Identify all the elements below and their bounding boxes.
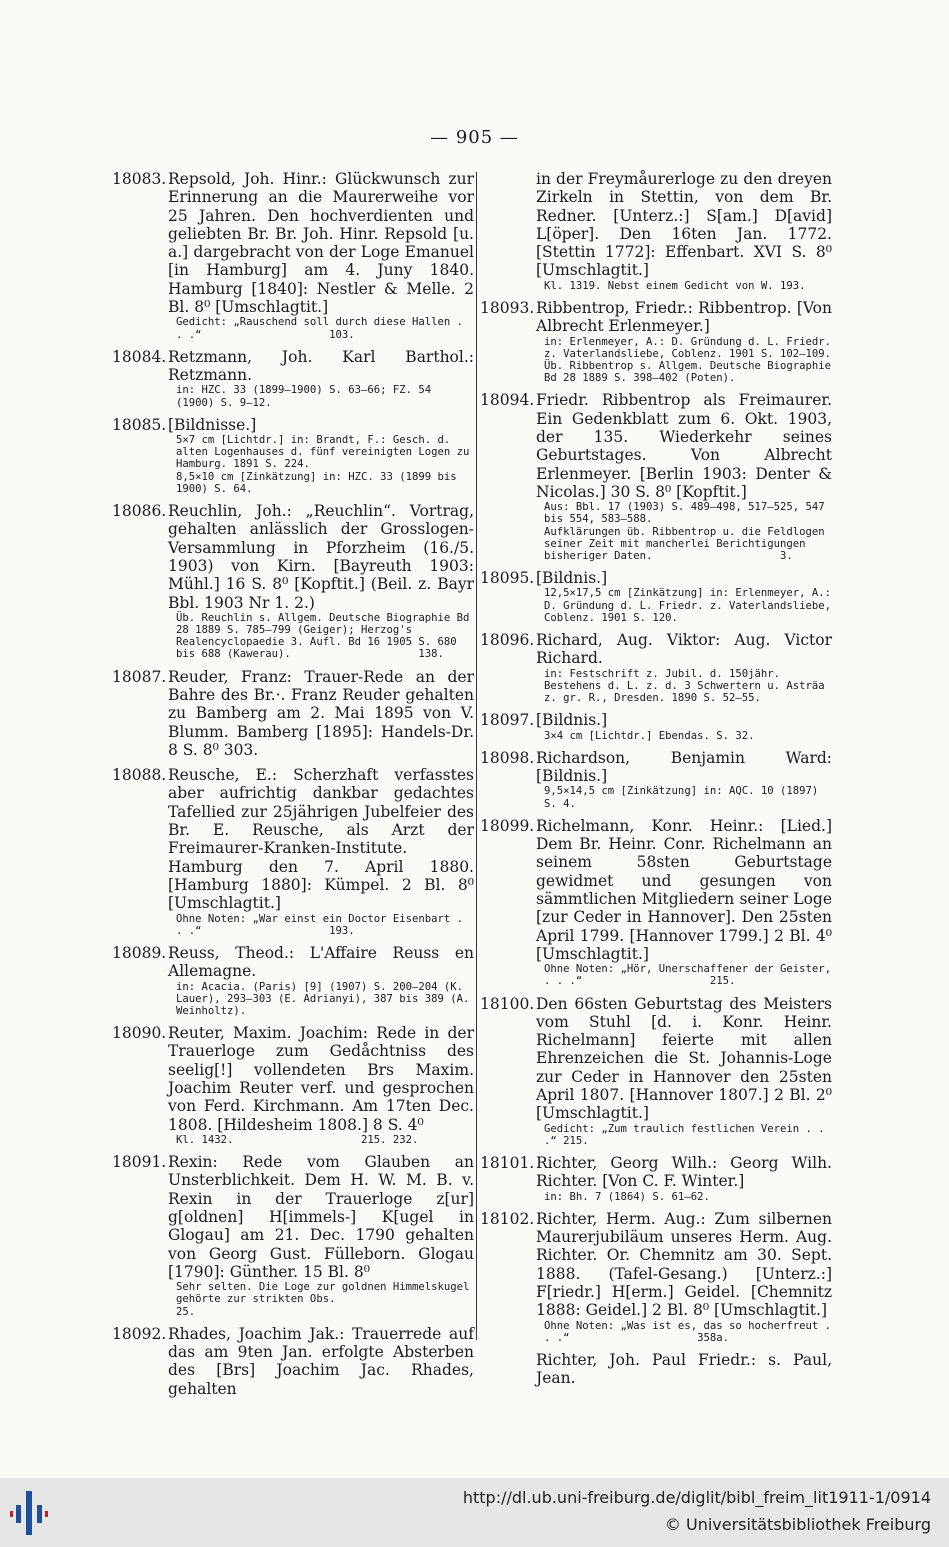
entry-text: Retzmann, Joh. Karl Barthol.: Retzmann.: [168, 347, 474, 385]
entry-number: 18093.: [480, 298, 535, 317]
entry-number: 18100.: [480, 994, 535, 1013]
footer-bar: [0, 1478, 949, 1547]
entry-text: Richardson, Benjamin Ward: [Bildnis.]: [536, 748, 832, 786]
entry-number: 18089.: [112, 943, 167, 962]
entry-number: 18084.: [112, 347, 167, 366]
entry-note: in: Festschrift z. Jubil. d. 150jähr. Bestehens d. L. z. d. 3 Schwertern u. Asträa z. gr. R., Dresden. 1890 S. 52—55.: [544, 667, 832, 705]
bibliography-entry: [480, 631, 832, 704]
entry-text: Reuter, Maxim. Joachim: Rede in der Trauerloge zum Gedåchtniss des seelig[!] vollendeten Brs Maxim. Joachim Reuter verf. und gesprochen von Ferd. Kirchmann. Am 17ten Dec. 1808. [Hildesheim 1808.] 8 S. 4⁰: [168, 1024, 474, 1134]
entry-note: Aus: Bbl. 17 (1903) S. 489—498, 517—525, 547 bis 554, 583—588.: [544, 501, 832, 526]
entry-note: in: Acacia. (Paris) [9] (1907) S. 200—204 (K. Lauer), 293—303 (E. Adrianyi), 387 bis 389 (A. Weinholtz).: [176, 980, 476, 1017]
entry-text: Reuss, Theod.: L'Affaire Reuss en Allemagne.: [168, 943, 474, 981]
entry-note: 5×7 cm [Lichtdr.] in: Brandt, F.: Gesch. d. alten Logenhauses d. fünf vereinigten Logen zu Hamburg. 1891 S. 224.: [176, 434, 476, 471]
entry-text: Rhades, Joachim Jak.: Trauerrede auf das am 9ten Jan. erfolgte Absterben des [Brs] Joachim Jac. Rhades, gehalten: [168, 1324, 474, 1398]
entry-note: Aufklärungen üb. Ribbentrop u. die Feldlogen seiner Zeit mit mancherlei Berichtigungen bisheriger Daten. 3.: [544, 525, 832, 562]
entry-note: Kl. 1319. Nebst einem Gedicht von W. 193.: [544, 279, 806, 292]
entry-text: [Bildnis.]: [536, 569, 608, 588]
entry-note: in: Bh. 7 (1864) S. 61—62.: [544, 1190, 710, 1203]
bibliography-entry: [480, 995, 832, 1147]
entry-number: 18090.: [112, 1024, 167, 1043]
entry-text: Rexin: Rede vom Glauben an Unsterblichkeit. Dem H. W. M. B. v. Rexin in der Trauerloge z[ur] g[oldnen] H[immels-] K[ugel in Glogau] am 21. Dec. 1790 gehalten von Georg Gust. Fülleborn. Glogau [1790]: Günther. 15 Bl. 8⁰: [168, 1153, 474, 1281]
entry-number: 18088.: [112, 766, 167, 785]
entry-number: 18097.: [480, 711, 535, 730]
entry-note: Sehr selten. Die Loge zur goldnen Himmelskugel gehörte zur strikten Obs. 25.: [176, 1281, 476, 1318]
entry-number: 18099.: [480, 816, 535, 835]
entry-text: Repsold, Joh. Hinr.: Glückwunsch zur Erinnerung an die Maurerweihe vor 25 Jahren. Den hochverdienten und geliebten Br. Br. Joh. Hinr. Repsold [u. a.] dargebracht von der Loge Emanuel [in Hamburg] am 4. Juny 1840. Hamburg [1840]: Nestler & Melle. 2 Bl. 8⁰ [Umschlagtit.]: [168, 170, 474, 317]
entry-number: 18101.: [480, 1154, 535, 1173]
entry-note: Ohne Noten: „Was ist es, das so hocherfreut . . .“ 358a.: [544, 1319, 838, 1344]
bibliography-entry: [480, 1209, 838, 1344]
bibliography-entry: [480, 1154, 832, 1203]
entry-text: Friedr. Ribbentrop als Freimaurer. Ein Gedenkblatt zum 6. Okt. 1903, der 135. Wiederkehr seines Geburtstages. Von Albrecht Erlenmeyer. [Berlin 1903: Denter & Nicolas.] 30 S. 8⁰ [Kopftit.]: [536, 391, 832, 501]
entry-number: 18086.: [112, 502, 167, 521]
entry-number: 18087.: [112, 667, 167, 686]
entry-number: 18096.: [480, 631, 535, 650]
bibliography-entry: [112, 766, 474, 937]
entry-number: 18083.: [112, 170, 167, 188]
bibliography-entry: [480, 391, 832, 562]
bibliography-entry: [112, 1325, 474, 1398]
entry-text: [Bildnis.]: [536, 711, 608, 730]
column-divider: [476, 172, 477, 1340]
entry-note: 8,5×10 cm [Zinkätzung] in: HZC. 33 (1899 bis 1900) S. 64.: [176, 470, 464, 495]
entry-note: Gedicht: „Rauschend soll durch diese Hallen . . .“ 103.: [176, 316, 470, 341]
entry-text: Richter, Herm. Aug.: Zum silbernen Maurerjubiläum unseres Herm. Aug. Richter. Or. Chemnitz am 30. Sept. 1888. (Tafel-Gesang.) [Unterz.:] F[riedr.] H[erm.] Geidel. [Chemnitz 1888: Geidel.] 2 Bl. 8⁰ [Umschlagtit.]: [536, 1209, 832, 1320]
entry-number: 18092.: [112, 1324, 167, 1343]
entry-text: Reuchlin, Joh.: „Reuchlin“. Vortrag, gehalten anlässlich der Grosslogen-Versammlung in Pforzheim (16./5. 1903) von Kirn. [Bayreuth 1903: Mühl.] 16 S. 8⁰ [Kopftit.] (Beil. z. Bayr Bbl. 1903 Nr 1. 2.): [168, 502, 474, 612]
bibliography-entry: [112, 502, 474, 661]
entry-note: Ohne Noten: „Hör, Unerschaffener der Geister, . . .“ 215.: [544, 963, 838, 988]
entry-text: [Bildnisse.]: [168, 415, 257, 434]
entry-note: 3×4 cm [Lichtdr.] Ebendas. S. 32.: [544, 729, 755, 742]
bibliography-entry: [480, 170, 832, 292]
entry-text: Richter, Joh. Paul Friedr.: s. Paul, Jean.: [536, 1351, 832, 1388]
entry-text: Ribbentrop, Friedr.: Ribbentrop. [Von Albrecht Erlenmeyer.]: [536, 298, 832, 336]
entry-number: 18098.: [480, 748, 535, 767]
bibliography-entry: [112, 1153, 474, 1318]
bibliography-entry: [480, 569, 838, 624]
left-column: [112, 170, 474, 1405]
entry-note: Üb. Ribbentrop s. Allgem. Deutsche Biographie Bd 28 1889 S. 398—402 (Poten).: [544, 359, 838, 385]
bibliography-entry: [112, 1024, 474, 1146]
entry-text: Den 66sten Geburtstag des Meisters vom Stuhl [d. i. Konr. Heinr. Richelmann] feierte mit allen Ehrenzeichen die St. Johannis-Loge zur Ceder in Hannover den 25sten April 1807. [Hannover 1807.] 2 Bl. 2⁰ [Umschlagtit.]: [536, 994, 832, 1123]
entry-note: in: Erlenmeyer, A.: D. Gründung d. L. Friedr. z. Vaterlandsliebe, Coblenz. 1901 S. 102—109.: [544, 335, 838, 360]
entry-number: 18085.: [112, 415, 167, 434]
entry-text: Richard, Aug. Viktor: Aug. Victor Richard.: [536, 631, 832, 668]
right-column: [480, 170, 838, 1395]
ub-freiburg-logo-icon: [10, 1491, 50, 1535]
bibliography-entry: [480, 749, 832, 810]
entry-text: Richelmann, Konr. Heinr.: [Lied.] Dem Br. Heinr. Conr. Richelmann an seinem 58sten Geburtstage gewidmet und gesungen von sämmtlichen Mitgliedern seiner Loge [zur Ceder in Hannover]. Den 25sten April 1799. [Hannover 1799.] 2 Bl. 4⁰ [Umschlagtit.]: [536, 816, 832, 963]
bibliography-entry: [112, 170, 474, 341]
entry-note: Üb. Reuchlin s. Allgem. Deutsche Biographie Bd 28 1889 S. 785—799 (Geiger); Herzog's Realencyclopaedie 3. Aufl. Bd 16 1905 S. 680 bis 688 (Kawerau). 138.: [176, 611, 476, 661]
entry-note: Kl. 1432. 215. 232.: [176, 1133, 419, 1146]
bibliography-entry: [480, 816, 838, 988]
entry-number: 18094.: [480, 391, 535, 410]
bibliography-entry: [112, 416, 474, 495]
bibliography-entry: [112, 348, 474, 409]
bibliography-entry: [480, 298, 838, 385]
entry-note: 9,5×14,5 cm [Zinkätzung] in: AQC. 10 (1897) S. 4.: [544, 785, 825, 810]
entry-note: 12,5×17,5 cm [Zinkätzung] in: Erlenmeyer, A.: D. Gründung d. L. Friedr. z. Vaterlandsliebe, Coblenz. 1901 S. 120.: [544, 587, 838, 624]
entry-text: in der Freymåurerloge zu den dreyen Zirkeln in Stettin, von dem Br. Redner. [Unterz.:] S[am.] D[avid] L[öper]. Den 16ten Jan. 1772. [Stettin 1772]: Effenbart. XVI S. 8⁰ [Umschlagtit.]: [536, 170, 832, 280]
entry-text: Reusche, E.: Scherzhaft verfasstes aber aufrichtig dankbar gedachtes Tafellied zur 25jährigen Jubelfeier des Br. E. Reusche, als Arzt der Freimaurer-Kranken-Institute. Hamburg den 7. April 1880. [Hamburg 1880]: Kümpel. 2 Bl. 8⁰ [Umschlagtit.]: [168, 766, 474, 913]
bibliography-entry: [480, 711, 832, 742]
page-number: — 905 —: [430, 127, 519, 148]
footer-copyright: © Universitätsbibliothek Freiburg: [664, 1515, 931, 1534]
footer-url-link[interactable]: http://dl.ub.uni-freiburg.de/diglit/bibl_freim_lit1911-1/0914: [462, 1488, 931, 1507]
bibliography-entry: [112, 668, 474, 759]
entry-text: Reuder, Franz: Trauer-Rede an der Bahre des Br.·. Franz Reuder gehalten zu Bamberg am 2. Mai 1895 von V. Blumm. Bamberg [1895]: Handels-Dr. 8 S. 8⁰ 303.: [168, 667, 474, 759]
bibliography-entry: [112, 944, 474, 1017]
entry-note: Ohne Noten: „War einst ein Doctor Eisenbart . . .“ 193.: [176, 912, 470, 937]
entry-note: Gedicht: „Zum traulich festlichen Verein . . .“ 215.: [544, 1122, 832, 1147]
entry-note: in: HZC. 33 (1899—1900) S. 63—66; FZ. 54 (1900) S. 9—12.: [176, 384, 438, 409]
entry-number: 18102.: [480, 1209, 535, 1228]
entry-number: 18091.: [112, 1153, 167, 1172]
entry-number: 18095.: [480, 569, 535, 588]
bibliography-entry: [480, 1351, 832, 1388]
entry-text: Richter, Georg Wilh.: Georg Wilh. Richter. [Von C. F. Winter.]: [536, 1154, 832, 1191]
